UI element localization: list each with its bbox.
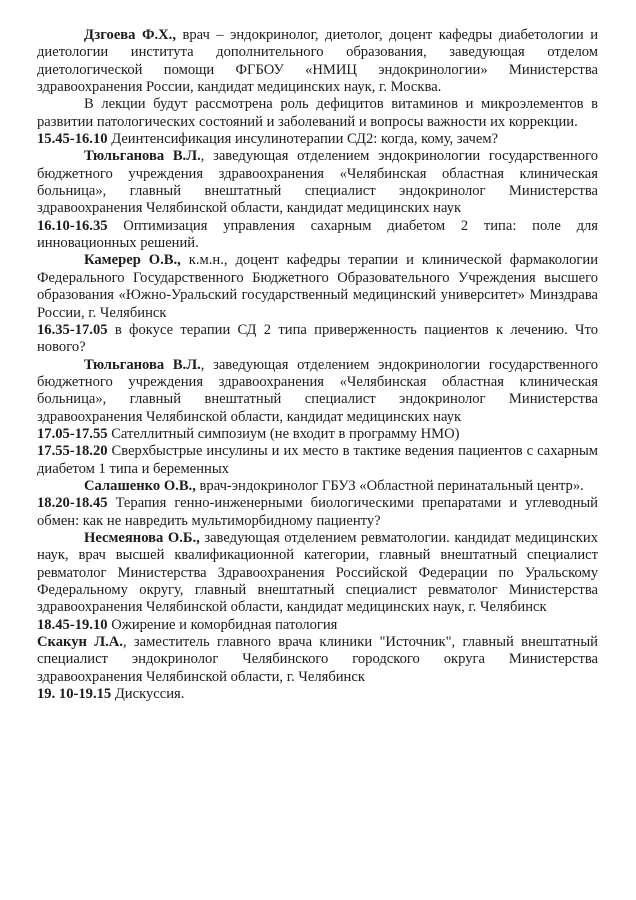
session-15-45 <box>37 131 598 148</box>
time-range: 19. 10-19.15 <box>37 686 112 703</box>
time-range: 16.35-17.05 <box>37 321 108 338</box>
session-title: Сверхбыстрые инсулины и их место в тактике ведения пациентов с сахарным диабетом 1 типа и беременных <box>37 443 598 477</box>
speaker-name: Тюльганова В.Л. <box>84 148 201 165</box>
time-range: 16.10-16.35 <box>37 217 108 234</box>
session-18-45 <box>37 617 598 634</box>
speaker-name: Камерер О.В., <box>84 252 181 269</box>
speaker-bio-tyulganova-2 <box>37 357 598 426</box>
session-title: Деинтенсификация инсулинотерапии СД2: когда, кому, зачем? <box>107 131 499 148</box>
session-16-10 <box>37 218 598 253</box>
session-19-10 <box>37 686 598 703</box>
bio-text: заведующая отделением ревматологии. кандидат медицинских наук, врач высшей квалификационной категории, главный внештатный специалист ревматолог Министерства Здравоохранения Российской Федерации по Уральскому Федеральному округу, главный внештатный специалист ревматолог Министерства здравоохранения Челябинской области, кандидат медицинских наук, г. Челябинск <box>37 529 598 616</box>
session-title: Оптимизация управления сахарным диабетом 2 типа: поле для инновационных решений. <box>37 217 598 252</box>
bio-text: врач-эндокринолог ГБУЗ «Областной перинатальный центр». <box>195 477 584 494</box>
bio-text: к.м.н., доцент кафедры терапии и клинической фармакологии Федерального Государственного Бюджетного Образовательного Учреждения высшего образования «Южно-Уральский государственный медицинский университет» Минздрава России, г. Челябинск <box>37 252 599 321</box>
session-title: Ожирение и коморбидная патология <box>107 616 338 633</box>
bio-text: врач – эндокринолог, диетолог, доцент кафедры диабетологии и диетологии института дополнительного образования, заведующая отделом диетологической помощи ФГБОУ «НМИЦ эндокринологии» Министерства здравоохранения России, кандидат медицинских наук, г. Москва. <box>37 27 599 96</box>
session-18-20 <box>37 495 598 530</box>
bio-text: , заместитель главного врача клиники "Источник", главный внештатный специалист эндокринолог Челябинского городского округа Министерства здравоохранения Челябинской области, г. Челябинск <box>37 634 598 685</box>
speaker-name: Салашенко О.В., <box>84 477 196 494</box>
time-range: 17.55-18.20 <box>37 443 108 460</box>
speaker-name: Дзгоева Ф.Х., <box>84 27 176 43</box>
session-16-35 <box>37 322 598 357</box>
session-title: в фокусе терапии СД 2 типа приверженность пациентов к лечению. Что нового? <box>37 321 598 356</box>
speaker-name: Тюльганова В.Л. <box>84 356 201 373</box>
speaker-bio-dzgoeva <box>37 27 598 96</box>
time-range: 18.20-18.45 <box>37 495 108 512</box>
speaker-bio-tyulganova-1 <box>37 148 598 217</box>
time-range: 18.45-19.10 <box>37 616 108 633</box>
session-title: Терапия генно-инженерными биологическими препаратами и углеводный обмен: как не навредить мультиморбидному пациенту? <box>37 495 598 529</box>
speaker-bio-skakun <box>37 634 598 686</box>
speaker-name: Несмеянова О.Б., <box>84 529 200 546</box>
session-title: Сателлитный симпозиум (не входит в программу НМО) <box>107 425 460 442</box>
session-title: Дискуссия. <box>111 686 185 703</box>
speaker-bio-kamerer <box>37 252 598 321</box>
session-17-05 <box>37 426 598 443</box>
speaker-bio-salashenko <box>37 478 598 495</box>
speaker-name: Скакун Л.А. <box>37 634 123 651</box>
time-range: 15.45-16.10 <box>37 131 108 148</box>
bio-text: , заведующая отделением эндокринологии государственного бюджетного учреждения здравоохранения «Челябинская областная клиническая больница», главный внештатный специалист эндокринолог Министерства здравоохранения Челябинской области, кандидат медицинских наук <box>37 148 598 217</box>
abstract-text: В лекции будут рассмотрена роль дефицитов витаминов и микроэлементов в развитии патологических состояний и заболеваний и вопросы важности их коррекции. <box>37 96 598 130</box>
session-17-55 <box>37 443 598 478</box>
bio-text: , заведующая отделением эндокринологии государственного бюджетного учреждения здравоохранения «Челябинская областная клиническая больница», главный внештатный специалист эндокринолог Министерства здравоохранения Челябинской области, кандидат медицинских наук <box>37 356 598 425</box>
speaker-bio-nesmeyanova <box>37 530 598 617</box>
lecture-abstract <box>37 96 598 131</box>
time-range: 17.05-17.55 <box>37 425 108 442</box>
